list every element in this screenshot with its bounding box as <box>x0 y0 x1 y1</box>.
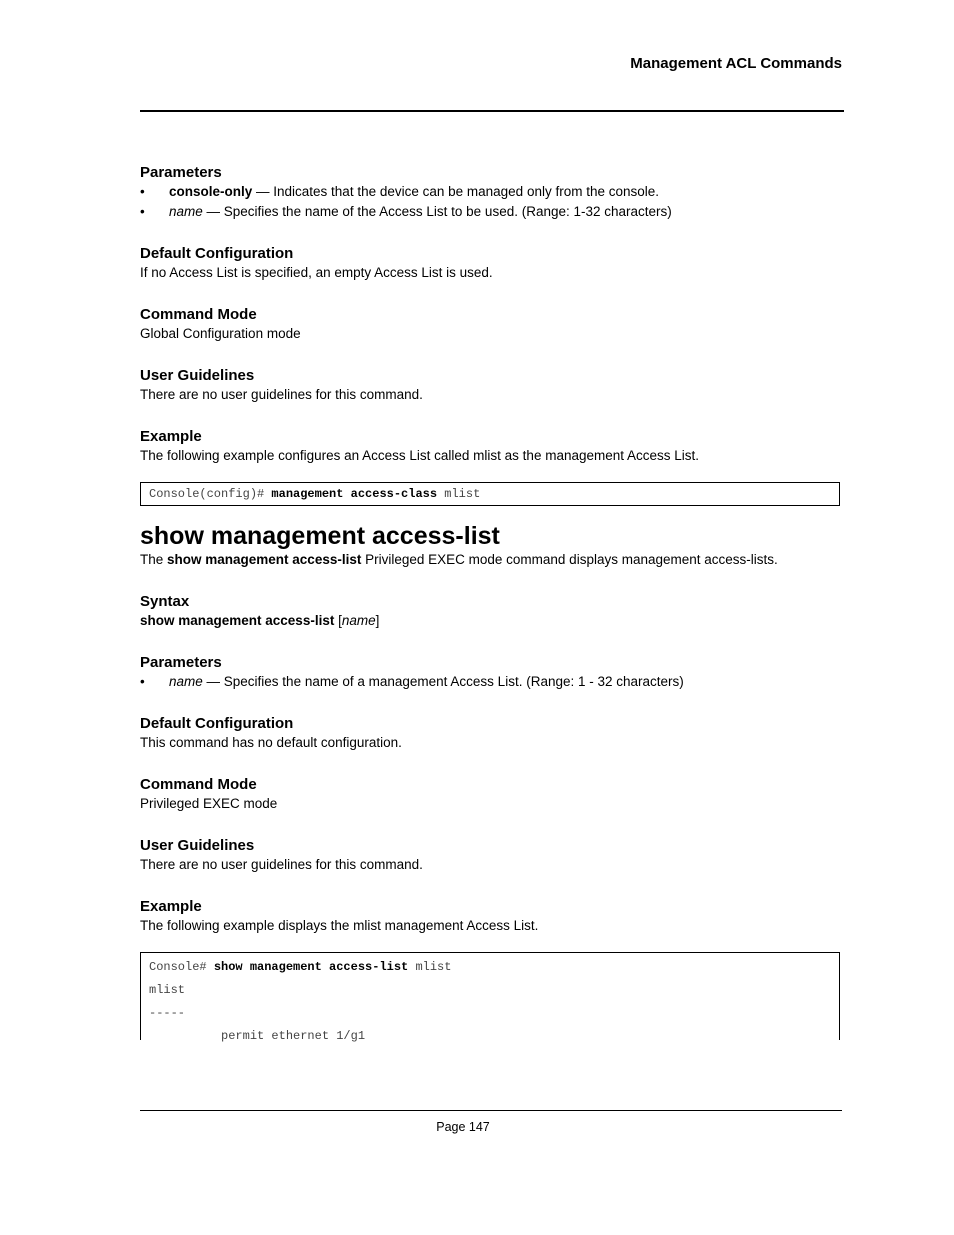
bullet-icon: • <box>140 184 145 199</box>
code-example-box <box>140 482 840 506</box>
default-config-heading-2: Default Configuration <box>140 715 294 732</box>
bullet-icon: • <box>140 674 145 689</box>
user-guidelines-heading-2: User Guidelines <box>140 837 255 854</box>
param-desc: — Indicates that the device can be managed only from the console. <box>252 184 660 199</box>
code-arg: mlist <box>437 487 481 501</box>
command-title: show management access-list <box>140 522 500 550</box>
code-prompt: Console(config)# <box>149 487 272 501</box>
default-config-heading: Default Configuration <box>140 245 294 262</box>
code-command: management access-class <box>271 487 438 501</box>
param-term: console-only <box>169 184 253 199</box>
footer-rule <box>140 1110 842 1111</box>
user-guidelines-heading: User Guidelines <box>140 367 255 384</box>
syntax-text: show management access-list [name] <box>140 613 380 628</box>
code-line-output: mlist <box>149 983 186 997</box>
code-line-output: ----- <box>149 1006 186 1020</box>
syntax-heading: Syntax <box>140 593 190 610</box>
example-text-2: The following example displays the mlist management Access List. <box>140 918 539 933</box>
running-header: Management ACL Commands <box>630 55 842 72</box>
default-config-text-2: This command has no default configuration. <box>140 735 402 750</box>
page-number: Page 147 <box>436 1120 490 1134</box>
param-desc: — Specifies the name of the Access List to be used. (Range: 1-32 characters) <box>202 204 672 219</box>
default-config-text: If no Access List is specified, an empty Access List is used. <box>140 265 493 280</box>
header-rule <box>140 110 844 112</box>
code-output-box <box>140 952 840 1043</box>
bullet-icon: • <box>140 204 145 219</box>
user-guidelines-text-2: There are no user guidelines for this command. <box>140 857 423 872</box>
command-mode-heading-2: Command Mode <box>140 776 257 793</box>
example-heading-2: Example <box>140 898 202 915</box>
param-name-2 <box>140 672 840 692</box>
param-desc: — Specifies the name of a management Access List. (Range: 1 - 32 characters) <box>202 674 684 689</box>
code-line-output: permit ethernet 1/g1 <box>149 1029 366 1043</box>
param-term: name <box>169 674 203 689</box>
param-term: name <box>169 204 203 219</box>
parameters-heading: Parameters <box>140 164 222 181</box>
param-name <box>140 202 840 222</box>
command-mode-heading: Command Mode <box>140 306 257 323</box>
command-mode-text-2: Privileged EXEC mode <box>140 796 278 811</box>
page-content <box>140 164 840 1043</box>
code-line-command: Console# show management access-list mlist <box>149 960 452 974</box>
parameters-heading-2: Parameters <box>140 654 222 671</box>
command-mode-text: Global Configuration mode <box>140 326 301 341</box>
param-console-only <box>140 182 840 202</box>
command-intro: The show management access-list Privileged EXEC mode command displays management access-lists. <box>140 552 778 567</box>
example-heading: Example <box>140 428 202 445</box>
example-text: The following example configures an Access List called mlist as the management Access List. <box>140 448 700 463</box>
user-guidelines-text: There are no user guidelines for this command. <box>140 387 423 402</box>
